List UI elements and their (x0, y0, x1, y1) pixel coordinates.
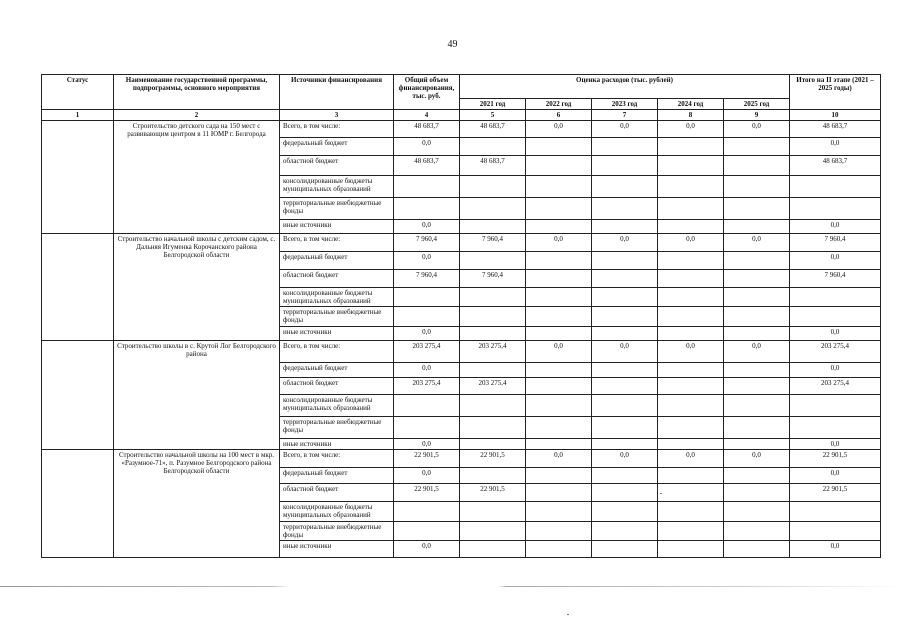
value-stage (790, 198, 881, 220)
value-y2023 (592, 541, 658, 558)
value-stage: 0,0 (790, 327, 881, 341)
column-number: 2 (114, 110, 280, 121)
value-y2025 (724, 270, 790, 288)
budget-table (41, 74, 881, 558)
value-y2023 (592, 327, 658, 341)
value-total: 48 683,7 (394, 156, 460, 176)
value-y2022: 0,0 (526, 341, 592, 363)
value-y2025 (724, 395, 790, 417)
value-y2021 (460, 363, 526, 378)
value-stage: 0,0 (790, 541, 881, 558)
value-y2025 (724, 484, 790, 502)
value-y2021: 48 683,7 (460, 156, 526, 176)
value-y2024 (658, 484, 724, 502)
value-stage: 203 275,4 (790, 378, 881, 395)
column-number: 7 (592, 110, 658, 121)
value-total (394, 417, 460, 439)
value-y2022 (526, 156, 592, 176)
value-y2025 (724, 288, 790, 307)
value-y2022 (526, 252, 592, 270)
column-number-row (42, 110, 881, 121)
value-y2023 (592, 156, 658, 176)
value-stage (790, 176, 881, 198)
column-number: 9 (724, 110, 790, 121)
project-name: Строительство школы в с. Крутой Лог Белгородского района (114, 341, 280, 450)
value-y2021 (460, 522, 526, 541)
project-name: Строительство начальной школы на 100 мест в мкр. «Разумное-71», п. Разумное Белгородского района Белгородской области (114, 450, 280, 558)
value-y2021 (460, 468, 526, 484)
funding-source: федеральный бюджет (280, 363, 394, 378)
value-y2021 (460, 502, 526, 522)
value-y2023 (592, 417, 658, 439)
value-y2022 (526, 138, 592, 156)
value-y2023 (592, 176, 658, 198)
status-cell (42, 234, 114, 341)
table-row (42, 121, 881, 138)
value-y2024: 0,0 (658, 341, 724, 363)
funding-source: консолидированные бюджеты муниципальных образований (280, 176, 394, 198)
value-y2021: 203 275,4 (460, 341, 526, 363)
value-total: 0,0 (394, 138, 460, 156)
value-y2025: 0,0 (724, 341, 790, 363)
value-stage: 203 275,4 (790, 341, 881, 363)
value-total: 0,0 (394, 363, 460, 378)
value-y2023 (592, 468, 658, 484)
funding-source: территориальные внебюджетные фонды (280, 522, 394, 541)
value-y2025 (724, 439, 790, 450)
value-y2024 (658, 395, 724, 417)
value-y2024 (658, 363, 724, 378)
value-total (394, 502, 460, 522)
value-y2025 (724, 363, 790, 378)
value-y2021 (460, 252, 526, 270)
value-y2021: 7 960,4 (460, 270, 526, 288)
funding-source: консолидированные бюджеты муниципальных образований (280, 502, 394, 522)
value-y2021 (460, 395, 526, 417)
funding-source: федеральный бюджет (280, 468, 394, 484)
value-y2025 (724, 468, 790, 484)
column-number: 6 (526, 110, 592, 121)
value-total (394, 307, 460, 327)
value-y2023 (592, 439, 658, 450)
value-total: 0,0 (394, 468, 460, 484)
value-total: 48 683,7 (394, 121, 460, 138)
funding-source: Всего, в том числе: (280, 450, 394, 468)
value-total (394, 522, 460, 541)
value-y2021: 48 683,7 (460, 121, 526, 138)
value-y2025 (724, 252, 790, 270)
funding-source: областной бюджет (280, 484, 394, 502)
value-y2022 (526, 220, 592, 234)
project-name: Строительство детского сада на 150 мест с развивающим центром в 11 ЮМР г. Белгорода (114, 121, 280, 234)
value-y2024 (658, 176, 724, 198)
funding-source: территориальные внебюджетные фонды (280, 307, 394, 327)
value-y2024 (658, 288, 724, 307)
value-total: 0,0 (394, 252, 460, 270)
status-cell (42, 450, 114, 558)
value-y2022 (526, 307, 592, 327)
value-y2025 (724, 138, 790, 156)
value-y2024 (658, 327, 724, 341)
value-stage: 0,0 (790, 363, 881, 378)
value-total: 0,0 (394, 327, 460, 341)
project-name: Строительство начальной школы с детским садом, с. Дальняя Игуменка Корочанского района Белгородской области (114, 234, 280, 341)
value-y2022 (526, 327, 592, 341)
value-total: 0,0 (394, 439, 460, 450)
value-y2025 (724, 220, 790, 234)
value-y2021 (460, 138, 526, 156)
value-y2024 (658, 468, 724, 484)
value-y2022 (526, 417, 592, 439)
value-stage: 48 683,7 (790, 156, 881, 176)
value-y2022 (526, 288, 592, 307)
header-year-2025: 2025 год (724, 99, 790, 110)
value-y2025: 0,0 (724, 450, 790, 468)
value-stage (790, 417, 881, 439)
value-y2023 (592, 395, 658, 417)
value-y2023: 0,0 (592, 121, 658, 138)
header-year-2021: 2021 год (460, 99, 526, 110)
value-y2021 (460, 307, 526, 327)
value-y2021: 203 275,4 (460, 378, 526, 395)
column-number: 1 (42, 110, 114, 121)
funding-source: Всего, в том числе: (280, 341, 394, 363)
value-y2023: 0,0 (592, 450, 658, 468)
value-y2021 (460, 220, 526, 234)
value-y2025 (724, 156, 790, 176)
value-stage: 0,0 (790, 220, 881, 234)
value-stage: 0,0 (790, 138, 881, 156)
value-stage: 48 683,7 (790, 121, 881, 138)
value-y2023 (592, 138, 658, 156)
value-y2024 (658, 439, 724, 450)
value-y2025 (724, 327, 790, 341)
value-stage: 7 960,4 (790, 270, 881, 288)
value-y2024 (658, 378, 724, 395)
value-stage: 0,0 (790, 468, 881, 484)
status-cell (42, 121, 114, 234)
value-y2022 (526, 502, 592, 522)
funding-source: федеральный бюджет (280, 252, 394, 270)
header-row (42, 75, 881, 99)
funding-source: областной бюджет (280, 156, 394, 176)
value-stage: 0,0 (790, 252, 881, 270)
value-y2023: 0,0 (592, 341, 658, 363)
value-y2025 (724, 198, 790, 220)
value-y2024: 0,0 (658, 121, 724, 138)
value-total (394, 288, 460, 307)
value-y2022: 0,0 (526, 234, 592, 252)
scan-speck (660, 493, 662, 494)
table-row (42, 341, 881, 363)
value-y2023 (592, 270, 658, 288)
value-y2021 (460, 198, 526, 220)
header-year-2023: 2023 год (592, 99, 658, 110)
value-y2025 (724, 502, 790, 522)
header-sources: Источники финансирования (280, 75, 394, 110)
value-y2021: 22 901,5 (460, 484, 526, 502)
value-y2025: 0,0 (724, 234, 790, 252)
value-y2024: 0,0 (658, 234, 724, 252)
value-y2025: 0,0 (724, 121, 790, 138)
column-number: 3 (280, 110, 394, 121)
value-y2021 (460, 327, 526, 341)
column-number: 8 (658, 110, 724, 121)
value-y2024 (658, 522, 724, 541)
value-y2022 (526, 378, 592, 395)
value-y2024 (658, 252, 724, 270)
value-y2022 (526, 198, 592, 220)
value-y2022 (526, 522, 592, 541)
funding-source: Всего, в том числе: (280, 121, 394, 138)
value-y2023 (592, 288, 658, 307)
header-name: Наименование государственной программы, подпрограммы, основного мероприятия (114, 75, 280, 110)
value-y2022 (526, 395, 592, 417)
value-y2023 (592, 502, 658, 522)
status-cell (42, 341, 114, 450)
value-y2021 (460, 288, 526, 307)
value-stage: 0,0 (790, 439, 881, 450)
table-row (42, 450, 881, 468)
value-y2025 (724, 176, 790, 198)
value-stage (790, 502, 881, 522)
funding-source: Всего, в том числе: (280, 234, 394, 252)
column-number: 10 (790, 110, 881, 121)
scan-speck (567, 614, 569, 615)
header-total: Общий объем финансирования, тыс. руб. (394, 75, 460, 110)
value-y2021 (460, 176, 526, 198)
page-number: 49 (447, 39, 458, 50)
value-y2023 (592, 378, 658, 395)
value-stage (790, 307, 881, 327)
value-y2023 (592, 198, 658, 220)
funding-source: территориальные внебюджетные фонды (280, 417, 394, 439)
value-stage: 22 901,5 (790, 450, 881, 468)
value-y2024 (658, 220, 724, 234)
value-stage: 7 960,4 (790, 234, 881, 252)
value-y2022 (526, 176, 592, 198)
scan-artifact-line (0, 586, 905, 587)
value-stage (790, 395, 881, 417)
value-y2025 (724, 378, 790, 395)
header-year-2024: 2024 год (658, 99, 724, 110)
value-total (394, 198, 460, 220)
funding-source: областной бюджет (280, 378, 394, 395)
header-year-2022: 2022 год (526, 99, 592, 110)
value-total: 22 901,5 (394, 484, 460, 502)
value-y2023 (592, 307, 658, 327)
value-y2021 (460, 439, 526, 450)
value-total (394, 395, 460, 417)
value-y2022 (526, 363, 592, 378)
value-y2024 (658, 138, 724, 156)
value-total: 7 960,4 (394, 234, 460, 252)
value-y2024 (658, 502, 724, 522)
value-y2023 (592, 252, 658, 270)
value-y2022 (526, 484, 592, 502)
value-y2024 (658, 541, 724, 558)
value-y2022 (526, 270, 592, 288)
value-total (394, 176, 460, 198)
value-y2024 (658, 198, 724, 220)
value-y2021 (460, 417, 526, 439)
value-y2025 (724, 417, 790, 439)
value-y2024: 0,0 (658, 450, 724, 468)
value-y2022 (526, 439, 592, 450)
value-y2022: 0,0 (526, 121, 592, 138)
funding-source: иные источники (280, 220, 394, 234)
value-total: 203 275,4 (394, 341, 460, 363)
value-total: 203 275,4 (394, 378, 460, 395)
value-y2021: 7 960,4 (460, 234, 526, 252)
funding-source: территориальные внебюджетные фонды (280, 198, 394, 220)
value-y2023: 0,0 (592, 234, 658, 252)
value-y2025 (724, 307, 790, 327)
value-y2024 (658, 417, 724, 439)
funding-source: консолидированные бюджеты муниципальных образований (280, 395, 394, 417)
value-stage: 22 901,5 (790, 484, 881, 502)
value-stage (790, 288, 881, 307)
value-y2022: 0,0 (526, 450, 592, 468)
value-y2023 (592, 484, 658, 502)
header-status: Статус (42, 75, 114, 110)
value-stage (790, 522, 881, 541)
funding-source: консолидированные бюджеты муниципальных образований (280, 288, 394, 307)
header-stage-total: Итого на II этапе (2021 – 2025 годы) (790, 75, 881, 110)
funding-source: иные источники (280, 439, 394, 450)
funding-source: федеральный бюджет (280, 138, 394, 156)
value-y2023 (592, 363, 658, 378)
value-y2022 (526, 468, 592, 484)
value-total: 22 901,5 (394, 450, 460, 468)
header-estimate: Оценка расходов (тыс. рублей) (460, 75, 790, 99)
value-y2023 (592, 522, 658, 541)
value-y2021 (460, 541, 526, 558)
value-y2021: 22 901,5 (460, 450, 526, 468)
funding-source: иные источники (280, 541, 394, 558)
funding-source: иные источники (280, 327, 394, 341)
value-y2025 (724, 522, 790, 541)
value-total: 0,0 (394, 220, 460, 234)
value-y2025 (724, 541, 790, 558)
value-y2024 (658, 156, 724, 176)
table-row (42, 234, 881, 252)
value-y2024 (658, 270, 724, 288)
value-y2024 (658, 307, 724, 327)
column-number: 5 (460, 110, 526, 121)
value-y2022 (526, 541, 592, 558)
value-total: 0,0 (394, 541, 460, 558)
funding-source: областной бюджет (280, 270, 394, 288)
column-number: 4 (394, 110, 460, 121)
value-total: 7 960,4 (394, 270, 460, 288)
value-y2023 (592, 220, 658, 234)
